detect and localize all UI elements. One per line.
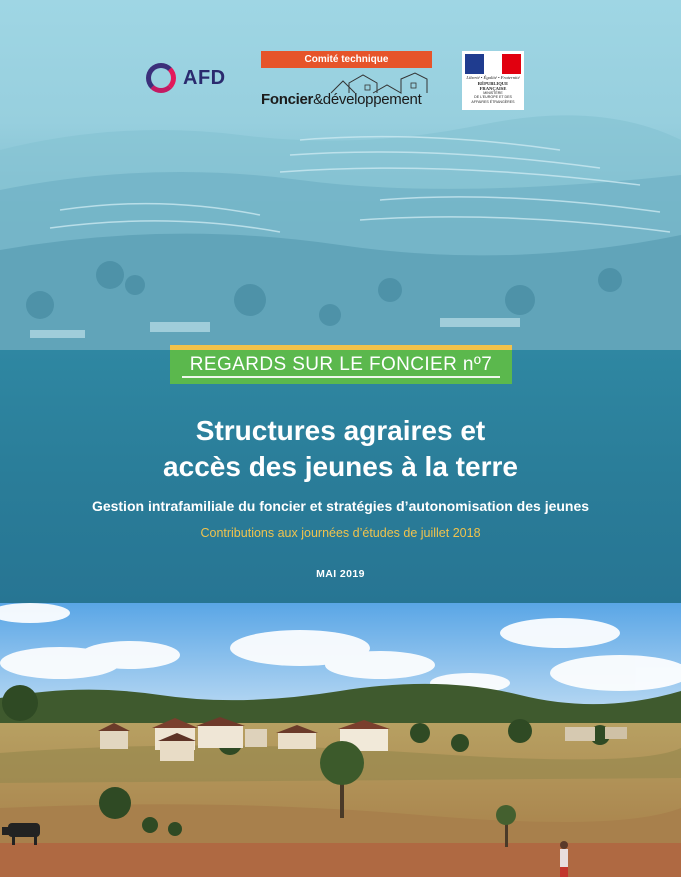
comite-name-rest: &développement	[313, 91, 422, 108]
walking-person	[560, 841, 568, 877]
comite-banner: Comité technique	[261, 51, 432, 68]
comite-technique-logo	[261, 51, 432, 111]
series-label: REGARDS SUR LE FONCIER nº7	[189, 354, 493, 375]
comite-name	[261, 91, 421, 108]
republique-motto: Liberté • Égalité • Fraternité	[466, 75, 520, 80]
report-title-line1: Structures agraires et	[195, 415, 486, 446]
report-subtitle: Gestion intrafamiliale du foncier et stratégies d’autonomisation des jeunes	[91, 498, 590, 514]
series-banner	[170, 345, 512, 384]
contributions-line: Contributions aux journées d’études de juillet 2018	[200, 526, 481, 540]
publication-date: MAI 2019	[316, 568, 365, 580]
ministry-name: MINISTÈRE DE L'EUROPE ET DES AFFAIRES ÉTRANGÈRES	[471, 91, 515, 104]
republique-name: RÉPUBLIQUE FRANÇAISE	[477, 81, 509, 91]
village-landscape-illustration	[0, 603, 681, 877]
series-underline	[182, 376, 500, 378]
afd-ring-icon	[146, 63, 176, 93]
afd-logo-text: AFD	[183, 66, 226, 89]
afd-logo	[146, 60, 236, 96]
report-title-line2: accès des jeunes à la terre	[163, 451, 518, 482]
comite-name-bold: Foncier	[261, 91, 314, 108]
republique-francaise-logo	[462, 51, 524, 110]
french-flag-icon	[465, 54, 521, 74]
report-title	[0, 413, 681, 485]
village-landscape-photo	[0, 603, 681, 877]
